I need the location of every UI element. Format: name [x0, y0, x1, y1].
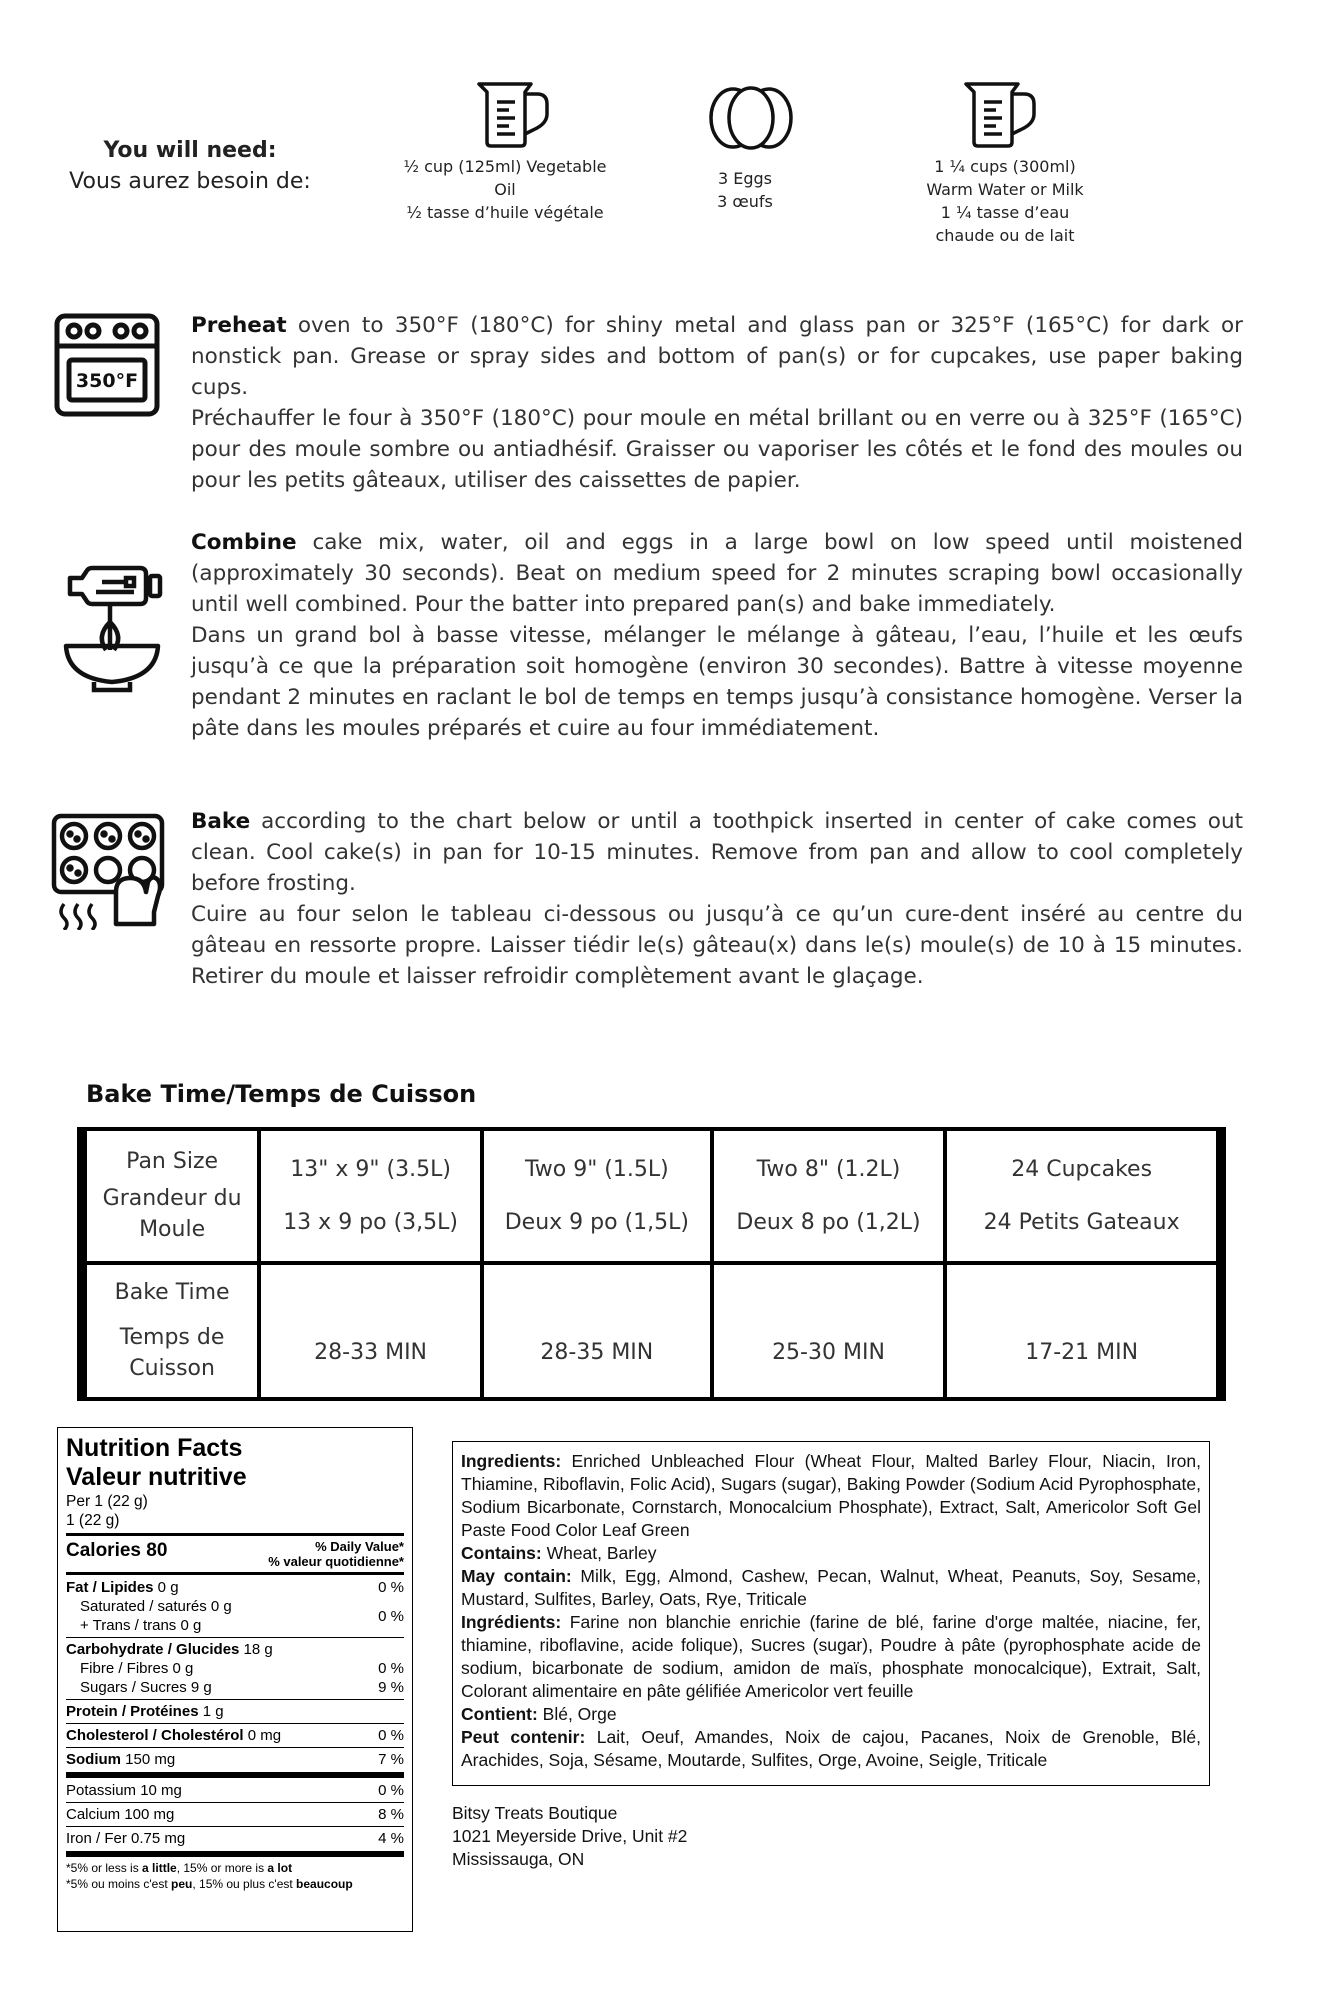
pan-size-cell: [482, 1129, 712, 1263]
eggs-line-1: 3 Eggs: [717, 169, 773, 188]
sat-trans-dv: 0 %: [378, 1607, 404, 1625]
calcium-label: Calcium 100 mg: [66, 1806, 175, 1823]
cholesterol-row: [66, 1726, 404, 1745]
bake-time-value: 25-30 MIN: [772, 1340, 885, 1366]
preheat-text-en: oven to 350°F (180°C) for shiny metal and glass pan or 325°F (165°C) for dark or nonstick pan. Grease or spray sides and bottom of pan(s) or for cupcakes, use paper baking cups.: [191, 313, 1243, 400]
pan-size-en: 13" x 9" (3.5L): [290, 1156, 451, 1182]
bake-table-title: Bake Time/Temps de Cuisson: [86, 1080, 477, 1108]
bake-time-value: 28-35 MIN: [540, 1340, 654, 1366]
bake-time-table: [77, 1127, 1226, 1401]
sugars-row: [66, 1678, 404, 1697]
fat-row: [66, 1578, 404, 1597]
measuring-cup-icon: [475, 80, 553, 150]
carb-label: Carbohydrate / Glucides: [66, 1641, 240, 1658]
oven-icon: [53, 312, 161, 418]
bake-text-en: according to the chart below or until a toothpick inserted in center of cake comes out clean. Cool cake(s) in pan for 10-15 minutes. Remove from pan and allow to cool completely before frosting.: [191, 809, 1243, 896]
iron-label: Iron / Fer 0.75 mg: [66, 1830, 186, 1847]
foot-fr-c: , 15% ou plus c'est: [192, 1877, 297, 1891]
foot-fr-a: *5% ou moins c'est: [66, 1877, 172, 1891]
eggs-icon: [707, 82, 795, 150]
need-title-fr: Vous aurez besoin de:: [69, 169, 311, 194]
pan-size-cell: [259, 1129, 482, 1263]
iron-dv: 4 %: [378, 1830, 404, 1847]
pan-size-fr: 24 Petits Gateaux: [983, 1209, 1180, 1235]
bake-time-header-fr: Temps de Cuisson: [119, 1325, 225, 1382]
foot-en-a: *5% or less is: [66, 1861, 143, 1875]
contains-label: Contains:: [461, 1543, 542, 1563]
bake-time-cell: [945, 1263, 1221, 1399]
bake-text-fr: Cuire au four selon le tableau ci-dessous ou jusqu’à ce qu’un cure-dent inséré au centre du gâteau en ressorte propre. Laisser tiédir le(s) gâteau(x) dans le(s) moule(s) de 10 à 15 minutes. Retirer du moule et laisser refroidir complètement avant le glaçage.: [191, 902, 1243, 989]
sodium-amount: 150 mg: [121, 1751, 176, 1768]
iron-row: [66, 1829, 404, 1848]
pan-size-cell: [712, 1129, 946, 1263]
cupcake-tray-icon: [50, 812, 166, 930]
bake-time-cell: [712, 1263, 946, 1399]
measuring-cup-icon: [962, 80, 1040, 150]
fibre-label: Fibre / Fibres 0 g: [80, 1660, 194, 1677]
potassium-row: [66, 1781, 404, 1800]
preheat-text-fr: Préchauffer le four à 350°F (180°C) pour moule en métal brillant ou en verre ou à 325°F (165°C) pour des moule sombre ou antiadhésif. Graisser ou vaporiser les côtés et le fond des moules ou pour les petits gâteaux, utiliser des caissettes de papier.: [191, 406, 1243, 493]
protein-row: [66, 1702, 404, 1721]
water-line-1: 1 ¼ cups (300ml): [934, 157, 1076, 176]
ingredients-label: Ingredients:: [461, 1451, 562, 1471]
ingredients-fr-label: Ingrédients:: [461, 1612, 562, 1632]
bake-time-header: [82, 1263, 259, 1399]
saturated-label: Saturated / saturés 0 g: [80, 1598, 232, 1615]
bake-time-value: 28-33 MIN: [314, 1340, 428, 1366]
bake-step: [191, 806, 1243, 992]
nutrition-facts-panel: [57, 1427, 413, 1932]
ingredients-text: Enriched Unbleached Flour (Wheat Flour, Malted Barley Flour, Niacin, Iron, Thiamine, Riboflavin, Folic Acid), Sugars (sugar), Baking Powder (Sodium Acid Pyrophosphate, Sodium Bicarbonate, Cornstarch, Monocalcium Phosphate), Extract, Salt, Americolor Soft Gel Paste Food Color Leaf Green: [461, 1451, 1201, 1540]
pan-size-en: Two 8" (1.2L): [756, 1156, 901, 1182]
preheat-keyword: Preheat: [191, 313, 287, 338]
sugars-dv: 9 %: [378, 1679, 404, 1696]
ingredients-fr-text: Farine non blanchie enrichie (farine de blé, farine d'orge maltée, niacine, fer, thiamine, riboflavine, acide folique), Sucres (sugar), Poudre à pâte (pyrophosphate acide de sodium, bicarbonate de sodium, amidon de maïs, phosphate monocalcique), Extrait, Salt, Colorant alimentaire en pâte gélifiée Americolor vert feuille: [461, 1612, 1201, 1701]
pan-size-header-fr: Grandeur du Moule: [102, 1186, 242, 1243]
table-row: [82, 1129, 1221, 1263]
bake-time-cell: [259, 1263, 482, 1399]
combine-text-fr: Dans un grand bol à basse vitesse, mélanger le mélange à gâteau, l’eau, l’huile et les œufs jusqu’à ce que la préparation soit homogène (environ 30 secondes). Battre à vitesse moyenne pendant 2 minutes en raclant le bol de temps en temps jusqu’à consistance homogène. Verser la pâte dans les moules préparés et cuire au four immédiatement.: [191, 623, 1243, 741]
fat-dv: 0 %: [378, 1579, 404, 1596]
peut-contenir-fr: [461, 1726, 1201, 1772]
address-line-1: Bitsy Treats Boutique: [452, 1803, 618, 1823]
carb-row: [66, 1640, 404, 1659]
ingredient-oil: [390, 155, 620, 224]
preheat-step: [191, 310, 1243, 496]
company-address: [452, 1802, 687, 1871]
fat-label: Fat / Lipides: [66, 1579, 154, 1596]
serving-size-fr: 1 (22 g): [66, 1512, 120, 1529]
serving-size-en: Per 1 (22 g): [66, 1493, 148, 1510]
ingredients-box: [452, 1441, 1210, 1786]
water-line-2: Warm Water or Milk: [926, 180, 1084, 199]
may-contain-text: Milk, Egg, Almond, Cashew, Pecan, Walnut, Wheat, Peanuts, Soy, Sesame, Mustard, Sulfites, Barley, Oats, Rye, Triticale: [461, 1566, 1201, 1609]
ingredients-en: [461, 1450, 1201, 1542]
water-line-3: 1 ¼ tasse d’eau: [940, 203, 1070, 222]
contient-text: Blé, Orge: [537, 1704, 617, 1724]
contains-en: [461, 1542, 1201, 1565]
pan-size-cell: [945, 1129, 1221, 1263]
need-title-en: You will need:: [103, 138, 277, 163]
protein-label: Protein / Protéines: [66, 1703, 199, 1720]
pan-size-en: Two 9" (1.5L): [524, 1156, 669, 1182]
foot-en-d: a lot: [267, 1861, 293, 1875]
eggs-line-2: 3 œufs: [717, 192, 773, 211]
fibre-dv: 0 %: [378, 1660, 404, 1677]
foot-en-b: a little: [142, 1861, 177, 1875]
combine-text-en: cake mix, water, oil and eggs in a large bowl on low speed until moistened (approximately 30 seconds). Beat on medium speed for 2 minutes scraping bowl occasionally until well combined. Pour the batter into prepared pan(s) and bake immediately.: [191, 530, 1243, 617]
bake-time-cell: [482, 1263, 712, 1399]
pan-size-fr: 13 x 9 po (3,5L): [283, 1209, 459, 1235]
nutrition-title-en: Nutrition Facts: [66, 1434, 243, 1462]
combine-keyword: Combine: [191, 530, 297, 555]
calories-label: Calories 80: [66, 1540, 168, 1561]
ingredient-eggs: [660, 167, 830, 213]
combine-step: [191, 527, 1243, 744]
sat-trans-row: [66, 1597, 404, 1635]
daily-value-header: [268, 1539, 404, 1569]
address-line-3: Mississauga, ON: [452, 1849, 585, 1869]
carb-amount: 18 g: [239, 1641, 273, 1658]
contient-fr: [461, 1703, 1201, 1726]
oil-line-3: ½ tasse d’huile végétale: [406, 203, 604, 222]
pan-size-en: 24 Cupcakes: [1011, 1156, 1153, 1182]
sodium-dv: 7 %: [378, 1751, 404, 1768]
ingredient-water-milk: [890, 155, 1120, 247]
sodium-label: Sodium: [66, 1751, 121, 1768]
may-contain-en: [461, 1565, 1201, 1611]
bake-keyword: Bake: [191, 809, 251, 834]
nutrition-title-fr: Valeur nutritive: [66, 1463, 247, 1491]
fat-amount: 0 g: [153, 1579, 179, 1596]
oil-line-1: ½ cup (125ml) Vegetable: [403, 157, 607, 176]
protein-amount: 1 g: [198, 1703, 224, 1720]
oil-line-2: Oil: [494, 180, 516, 199]
daily-value-fr: % valeur quotidienne*: [268, 1554, 404, 1569]
daily-value-en: % Daily Value*: [315, 1539, 404, 1554]
potassium-dv: 0 %: [378, 1782, 404, 1799]
cholesterol-amount: 0 mg: [243, 1727, 282, 1744]
foot-en-c: , 15% or more is: [176, 1861, 268, 1875]
peut-contenir-label: Peut contenir:: [461, 1727, 586, 1747]
cholesterol-label: Cholesterol / Cholestérol: [66, 1727, 244, 1744]
calcium-row: [66, 1805, 404, 1824]
foot-fr-d: beaucoup: [296, 1877, 353, 1891]
may-contain-label: May contain:: [461, 1566, 572, 1586]
pan-size-fr: Deux 8 po (1,2L): [736, 1209, 921, 1235]
bake-time-value: 17-21 MIN: [1025, 1340, 1139, 1366]
contient-label: Contient:: [461, 1704, 538, 1724]
potassium-label: Potassium 10 mg: [66, 1782, 182, 1799]
peut-contenir-text: Lait, Oeuf, Amandes, Noix de cajou, Pacanes, Noix de Grenoble, Blé, Arachides, Soja, Sésame, Moutarde, Sulfites, Orge, Avoine, Seigle, Triticale: [461, 1727, 1201, 1770]
sugars-label: Sugars / Sucres 9 g: [80, 1679, 212, 1696]
pan-size-header: [82, 1129, 259, 1263]
pan-size-header-en: Pan Size: [126, 1149, 219, 1175]
ingredients-fr: [461, 1611, 1201, 1703]
mixer-bowl-icon: [62, 560, 166, 696]
pan-size-fr: Deux 9 po (1,5L): [504, 1209, 689, 1235]
foot-fr-b: peu: [171, 1877, 193, 1891]
nutrition-footnote: [66, 1860, 404, 1892]
fibre-row: [66, 1659, 404, 1678]
contains-text: Wheat, Barley: [541, 1543, 657, 1563]
address-line-2: 1021 Meyerside Drive, Unit #2: [452, 1826, 688, 1846]
oven-label: 350°F: [75, 370, 139, 392]
cholesterol-dv: 0 %: [378, 1727, 404, 1744]
table-row: [82, 1263, 1221, 1399]
trans-label: + Trans / trans 0 g: [80, 1617, 202, 1634]
you-will-need-heading: [55, 135, 325, 197]
bake-time-header-en: Bake Time: [114, 1280, 230, 1306]
sodium-row: [66, 1750, 404, 1769]
calcium-dv: 8 %: [378, 1806, 404, 1823]
water-line-4: chaude ou de lait: [935, 226, 1075, 245]
